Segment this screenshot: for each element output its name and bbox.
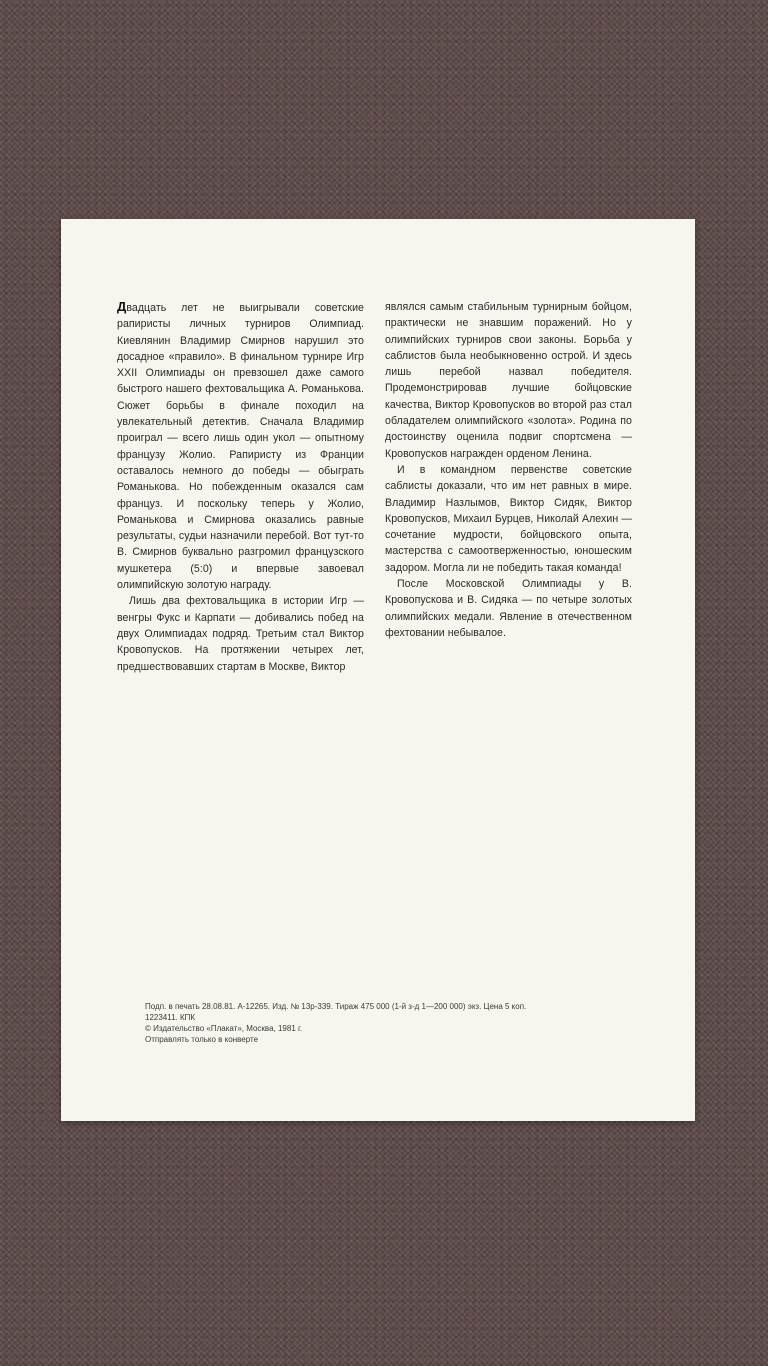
paragraph-text: вадцать лет не выигрывали советские рапиристы личных турниров Олимпиад. Киевлянин Владимир Смирнов нарушил это досадное «правило». В финальном турнире Игр XXII Олимпиады он превзошел даже самого быстрого нашего фехтовальщика А. Романькова. Сюжет борьбы в финале походил на увлекательный детектив. Сначала Владимир проиграл — всего лишь один укол — опытному французу Жолио. Рапиристу из Франции оставалось немного до победы — обыграть Романькова. Но побежденным оказался сам француз. И поскольку теперь у Жолио, Романькова и Смирнова оказались равные результаты, судьи назначили перебой. Вот тут-то В. Смирнов буквально разгромил французского мушкетера (5:0) и впервые завоевал олимпийскую золотую награду.: [117, 302, 364, 592]
paragraph: [117, 299, 364, 593]
paragraph: И в командном первенстве советские саблисты доказали, что им нет равных в мире. Владимир Назлымов, Виктор Сидяк, Виктор Кровопусков, Михаил Бурцев, Николай Алехин — сочетание мудрости, бойцовского опыта, мастерства с самоотверженностью, юношеским задором. Могла ли не победить такая команда!: [385, 463, 632, 574]
paragraph: После Московской Олимпиады у В. Кровопускова и В. Сидяка — по четыре золотых олимпийских медали. Явление в отечественном фехтовании небывалое.: [385, 578, 632, 639]
publication-imprint: [145, 1001, 665, 1045]
imprint-line: Подп. в печать 28.08.81. А-12265. Изд. № 13р-339. Тираж 475 000 (1-й з-д 1—200 000) экз. Цена 5 коп.: [145, 1002, 527, 1011]
imprint-line: 1223411. КПК: [145, 1013, 196, 1022]
dropcap-letter: Д: [117, 299, 127, 314]
paragraph: являлся самым стабильным турнирным бойцом, практически не знавшим поражений. Но у олимпийских турниров свои законы. Борьба у саблистов была необыкновенно острой. И здесь лишь перебой назвал победителя. Продемонстрировав лучшие бойцовские качества, Виктор Кровопусков во второй раз стал обладателем олимпийского «золота». Родина по достоинству оценила подвиг спортсмена — Кровопусков награжден орденом Ленина.: [385, 301, 632, 460]
imprint-line: Отправлять только в конверте: [145, 1035, 259, 1044]
text-column-left: [117, 299, 364, 675]
paragraph: Лишь два фехтовальщика в истории Игр — венгры Фукс и Карпати — добивались побед на двух Олимпиадах подряд. Третьим стал Виктор Кровопусков. На протяжении четырех лет, предшествовавших стартам в Москве, Виктор: [117, 595, 364, 673]
postcard-back: [61, 219, 695, 1121]
imprint-line: © Издательство «Плакат», Москва, 1981 г.: [145, 1024, 303, 1033]
text-column-right: [385, 299, 632, 641]
